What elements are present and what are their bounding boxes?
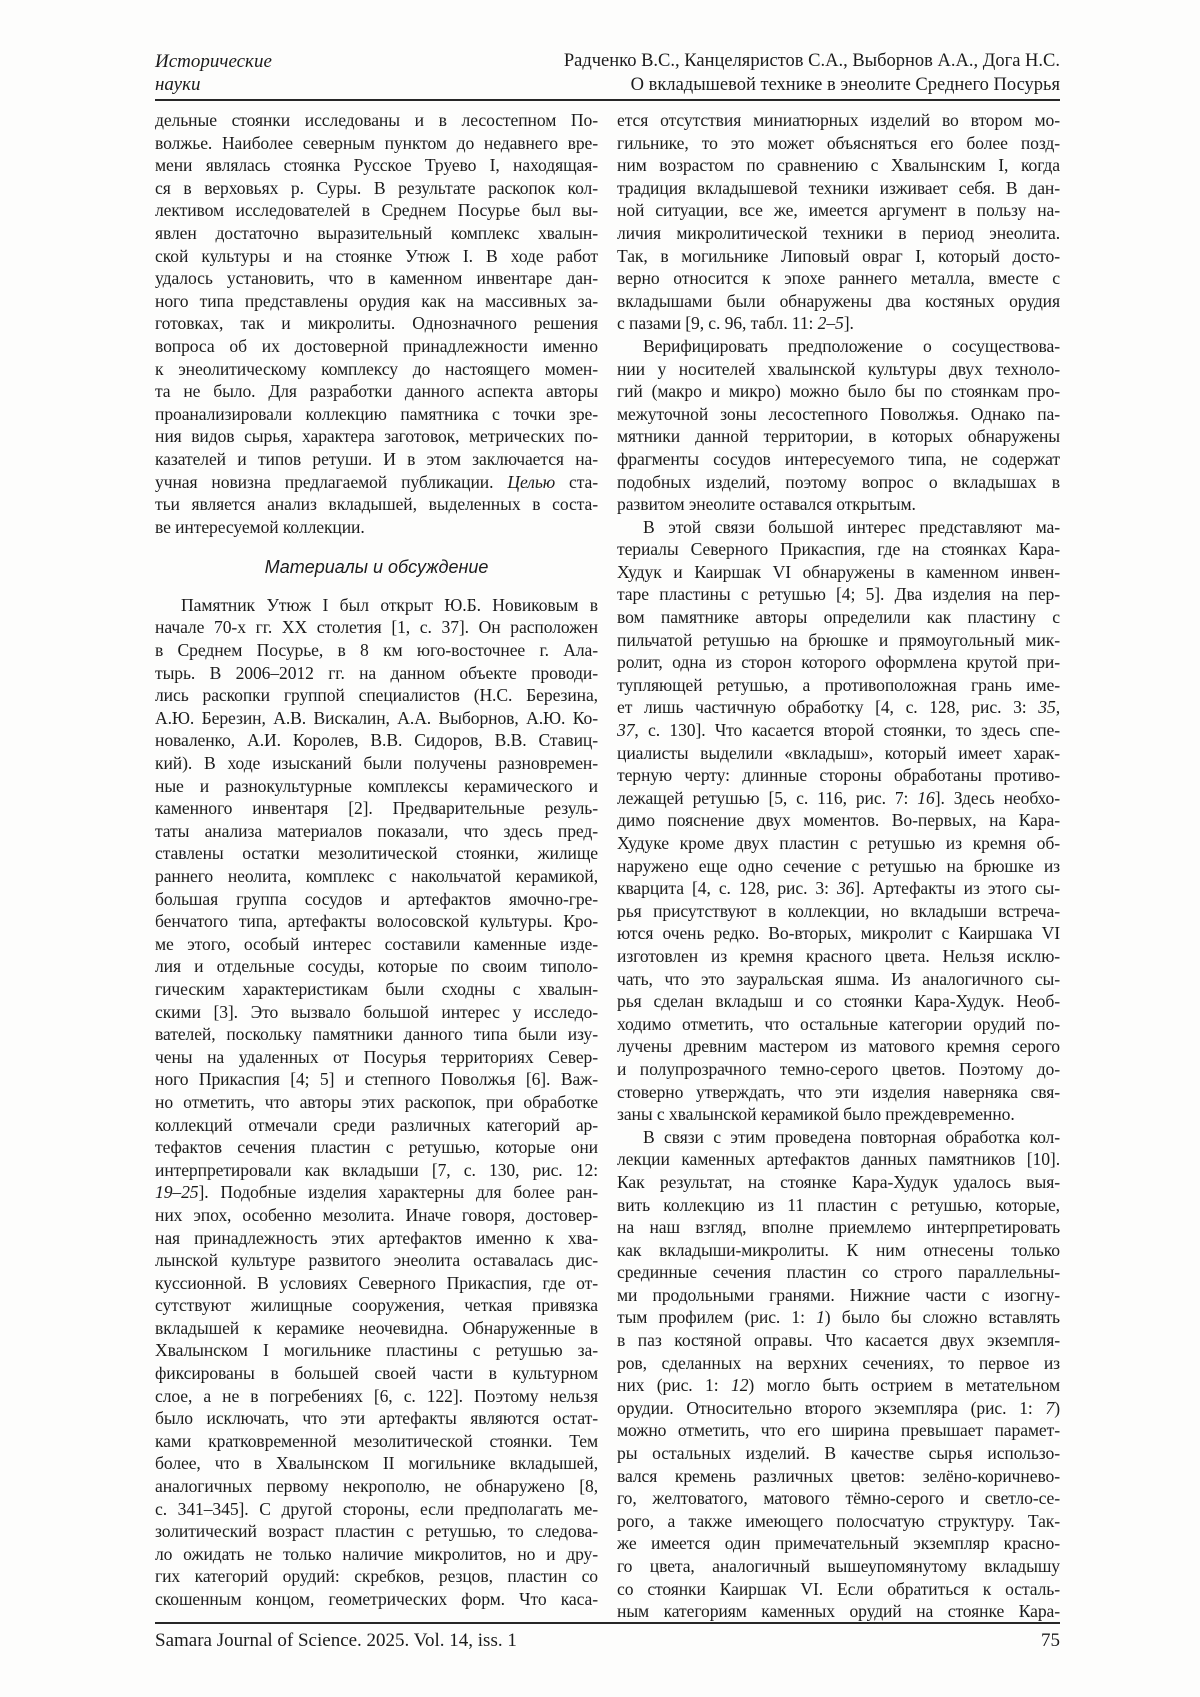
header-rule	[155, 99, 1060, 101]
text-line: с. 341–345]. С другой стороны, если предполагать ме-	[155, 1498, 598, 1519]
text-line: ры остальных изделий. В качестве сырья использо-	[617, 1443, 1060, 1464]
text-line: лучены древним мастером из матового кремня серого	[617, 1036, 1060, 1057]
text-line: димо пояснение двух моментов. Во-первых, на Кара-	[617, 810, 1060, 831]
text-line: Худуке кроме двух пластин с ретушью из кремня об-	[617, 833, 1060, 853]
text-line: нии у носителей хвалынской культуры двух техноло-	[617, 358, 1060, 379]
text-line: ются очень редко. Во-вторых, микролит с Каиршака VI	[617, 923, 1060, 944]
text-line: вался кремень различных цветов: зелёно-коричнево-	[617, 1465, 1060, 1486]
text-line: таты анализа материалов показали, что здесь пред-	[155, 820, 598, 841]
right-column	[617, 109, 1060, 1623]
text-line: вкладышами были обнаружены два костяных орудия	[617, 290, 1060, 311]
text-line: лись раскопки группой специалистов (Н.С. Березина,	[155, 685, 598, 706]
text-line: них эпох, особенно мезолита. Иначе говоря, достовер-	[155, 1204, 598, 1225]
text-line: пильчатой ретушью на брюшке и прямоугольный мик-	[617, 629, 1060, 650]
text-line: волжье. Наиболее северным пунктом до недавнего вре-	[155, 132, 598, 153]
text-line: них (рис. 1: 12) могло быть острием в метательном	[617, 1375, 1060, 1396]
text-line: мятники данной территории, в которых обнаружены	[617, 426, 1060, 447]
text-line: В этой связи большой интерес представляют ма-	[643, 516, 1060, 537]
text-line: учная новизна предлагаемой публикации. Целью ста-	[155, 471, 598, 492]
text-line: тырь. В 2006–2012 гг. на данном объекте проводи-	[155, 662, 598, 683]
text-line: заны с хвалынской керамикой было преждевременно.	[617, 1104, 1015, 1125]
text-line: ного типа представлены орудия как на массивных за-	[155, 290, 598, 311]
text-line: же имеется один примечательный экземпляр красно-	[617, 1533, 1060, 1554]
text-line: кий). В ходе изысканий были получены разновремен-	[155, 753, 598, 774]
text-line: к энеолитическому комплексу до настоящего момен-	[155, 358, 598, 379]
text-line: тефактов сечения пластин с ретушью, которые они	[155, 1137, 598, 1158]
text-line: лективом исследователей в Среднем Посурье был вы-	[155, 200, 598, 221]
text-line: более, что в Хвалынском II могильнике вкладышей,	[155, 1453, 598, 1474]
text-line: новаленко, А.И. Королев, В.В. Сидоров, В.В. Ставиц-	[155, 730, 598, 751]
text-line: казателей и типов ретуши. И в этом заключается на-	[155, 448, 598, 469]
text-line: гильнике, то это может объясняться его более позд-	[617, 132, 1060, 153]
text-line: го, желтоватого, матового тёмно-серого и светло-се-	[617, 1488, 1060, 1509]
text-line: вкладышей к керамике неочевидна. Обнаруженные в	[155, 1317, 598, 1338]
text-line: мени являлась стоянка Русское Труево I, находящая-	[155, 155, 598, 176]
text-line: и полупрозрачного темно-серого цветов. Поэтому до-	[617, 1058, 1060, 1079]
text-line: раннего неолита, комплекс с накольчатой керамикой,	[155, 866, 598, 886]
text-line: тым профилем (рис. 1: 1) было бы сложно вставлять	[617, 1307, 1060, 1328]
text-line: ролит, одна из сторон которого оформлена крутой при-	[617, 652, 1060, 673]
page-footer	[155, 1629, 1060, 1652]
text-line: как вкладыши-микролиты. К ним отнесены только	[617, 1239, 1060, 1260]
page-number: 75	[1041, 1630, 1060, 1651]
text-line: гическим характеристикам были сходны с хвалын-	[155, 978, 598, 999]
text-line: ся в верховьях р. Суры. В результате раскопок кол-	[155, 177, 598, 198]
left-column	[155, 109, 598, 1623]
text-line: куссионной. В условиях Северного Прикаспия, где от-	[155, 1272, 598, 1293]
footer-rule	[155, 1622, 1060, 1624]
text-line: ется отсутствия миниатюрных изделий во втором мо-	[617, 110, 1060, 130]
text-line: фрагменты сосудов интересуемого типа, не содержат	[617, 448, 1060, 469]
text-line: чать, что это зауральская яшма. Из аналогичного сы-	[617, 968, 1060, 989]
text-line: ме этого, особый интерес составили каменные изде-	[155, 933, 598, 954]
text-line: ми продольными гранями. Нижние части с изогну-	[617, 1284, 1060, 1305]
text-line: ная принадлежность этих артефактов именно к хва-	[155, 1227, 598, 1248]
text-line: орудии. Относительно второго экземпляра (рис. 1: 7)	[617, 1397, 1060, 1418]
text-line: интерпретировали как вкладыши [7, с. 130, рис. 12:	[155, 1159, 598, 1180]
text-line: каменного инвентаря [2]. Предварительные резуль-	[155, 798, 598, 819]
text-line: ходимо отметить, что остальные категории орудий по-	[617, 1013, 1060, 1034]
text-line: срединные сечения пластин со строго параллельны-	[617, 1262, 1060, 1283]
text-line: рого, а также имеющего полосчатую структуру. Так-	[617, 1510, 1060, 1531]
text-line: удалось установить, что в каменном инвентаре дан-	[155, 268, 598, 289]
text-line: готовках, так и микролиты. Однозначного решения	[155, 313, 598, 334]
text-line: лежащей ретушью [5, с. 116, рис. 7: 16]. Здесь необхо-	[617, 787, 1060, 808]
text-line: в Среднем Посурье, в 8 км юго-восточнее г. Ала-	[155, 640, 598, 661]
text-line: 37, с. 130]. Что касается второй стоянки, то здесь спе-	[617, 720, 1060, 741]
text-line: ками кратковременной мезолитической стоянки. Тем	[155, 1430, 598, 1451]
text-line: ного Прикаспия [4; 5] и степного Поволжья [6]. Важ-	[155, 1069, 598, 1090]
text-line: развитом энеолите оставался открытым.	[617, 494, 916, 515]
text-line: ской культуры и на стоянке Утюж I. В ходе работ	[155, 245, 598, 266]
text-line: ве интересуемой коллекции.	[155, 516, 365, 537]
text-line: было исключать, что эти артефакты являются остат-	[155, 1408, 598, 1429]
text-line: традиция вкладышевой техники изживает себя. В дан-	[617, 177, 1060, 198]
text-line: лия и отдельные сосуды, которые по своим типоло-	[155, 956, 598, 977]
text-line: наружено еще одно сечение с ретушью на брюшке из	[617, 855, 1060, 876]
text-line: 19–25]. Подобные изделия характерны для более ран-	[155, 1182, 598, 1203]
authors-line: Радченко В.С., Канцеляристов С.А., Выборнов А.А., Дога Н.С.	[563, 51, 1060, 71]
text-line: таре пластины с ретушью [4; 5]. Два изделия на пер-	[617, 584, 1060, 605]
section-heading: Материалы и обсуждение	[264, 557, 489, 578]
text-line: коллекций отмечали среди различных категорий ар-	[155, 1114, 598, 1135]
text-line: большая группа сосудов и артефактов ямочно-гре-	[155, 888, 598, 909]
text-line: рья сделан вкладыш и со стоянки Кара-Худук. Необ-	[617, 991, 1060, 1012]
text-line: тьи является анализ вкладышей, выделенных в соста-	[155, 494, 598, 515]
text-line: ним возрастом по сравнению с Хвалынским I, когда	[617, 155, 1060, 176]
text-line: проанализировали коллекцию памятника с точки зре-	[155, 403, 598, 424]
text-line: ным категориям каменных орудий на стоянке Кара-	[617, 1601, 1060, 1622]
text-line: гих категорий орудий: скребков, резцов, пластин со	[155, 1566, 598, 1587]
article-body	[155, 109, 1060, 1623]
text-line: на наш взгляд, вполне приемлемо интерпретировать	[617, 1217, 1060, 1238]
text-line: скошенным концом, геометрических форм. Что каса-	[155, 1589, 598, 1609]
text-line: стоверно утверждать, что эти изделия наверняка свя-	[617, 1081, 1060, 1102]
text-line: вить коллекцию из 11 пластин с ретушью, которые,	[617, 1194, 1060, 1215]
text-line: фиксированы в большей своей части в культурном	[155, 1363, 598, 1384]
text-line: скими [3]. Это вызвало большой интерес у исследо-	[155, 1001, 598, 1022]
text-line: та не было. Для разработки данного аспекта авторы	[155, 381, 598, 402]
text-line: в паз костяной оправы. Что касается двух экземпля-	[617, 1330, 1060, 1351]
text-line: ров, сделанных на верхних сечениях, то первое из	[617, 1352, 1060, 1373]
text-line: слое, а не в погребениях [6, с. 122]. Поэтому нельзя	[155, 1385, 598, 1406]
text-line: ной ситуации, все же, имеется аргумент в пользу на-	[617, 200, 1060, 221]
running-head	[564, 50, 1060, 97]
text-line: лекции каменных артефактов данных памятников [10].	[617, 1149, 1060, 1170]
section-label-line1: Исторические	[155, 51, 272, 72]
text-line: А.Ю. Березин, А.В. Вискалин, А.А. Выборнов, А.Ю. Ко-	[155, 707, 598, 728]
text-line: но отметить, что авторы этих раскопок, при обработке	[155, 1091, 598, 1112]
text-line: Как результат, на стоянке Кара-Худук удалось выя-	[617, 1171, 1060, 1192]
text-line: сутствуют жилищные сооружения, четкая привязка	[155, 1295, 598, 1316]
text-line: терную черту: длинные стороны обработаны противо-	[617, 765, 1060, 786]
text-line: тупляющей ретушью, а противоположная грань име-	[617, 674, 1060, 695]
text-line: со стоянки Каиршак VI. Если обратиться к осталь-	[617, 1578, 1060, 1599]
text-line: циалисты выделили «вкладыш», который имеет харак-	[617, 742, 1060, 763]
text-line: ет лишь частичную обработку [4, с. 128, рис. 3: 35,	[617, 697, 1060, 718]
text-line: аналогичных первому некрополю, не обнаружено [8,	[155, 1476, 598, 1497]
text-line: Памятник Утюж I был открыт Ю.Б. Новиковым в	[181, 594, 598, 615]
text-line: вателей, поскольку памятники данного типа были изу-	[155, 1024, 598, 1045]
text-line: вом памятнике авторы определили как пластину с	[617, 607, 1060, 628]
text-line: кварцита [4, с. 128, рис. 3: 36]. Артефакты из этого сы-	[617, 878, 1060, 899]
page-header	[155, 50, 1060, 97]
running-title: О вкладышевой технике в энеолите Среднего Посурья	[630, 74, 1060, 95]
text-line: Хвалынском I могильнике пластины с ретушью за-	[155, 1340, 598, 1361]
text-line: изготовлен из кремня красного цвета. Нельзя исклю-	[617, 945, 1060, 966]
text-line: рья присутствуют в коллекции, но вкладыши встреча-	[617, 900, 1060, 921]
text-line: Верифицировать предположение о сосуществова-	[643, 335, 1060, 356]
text-line: лынской культуре развитого энеолита оставалась дис-	[155, 1250, 598, 1271]
text-line: ные и разнокультурные комплексы керамического и	[155, 775, 598, 796]
text-line: подобных изделий, поэтому вопрос о вкладышах в	[617, 471, 1060, 492]
text-line: бенчатого типа, артефакты волосовской культуры. Кро-	[155, 911, 598, 932]
text-line: ло ожидать не только наличие микролитов, но и дру-	[155, 1543, 598, 1564]
text-line: Худук и Каиршак VI обнаружены в каменном инвен-	[617, 561, 1060, 582]
section-label-line2: науки	[155, 74, 201, 95]
section-label	[155, 50, 272, 96]
text-line: дельные стоянки исследованы и в лесостепном По-	[155, 110, 598, 130]
text-line: ставлены остатки мезолитической стоянки, жилище	[155, 843, 598, 864]
text-line: чены на удаленных от Посурья территориях Север-	[155, 1046, 598, 1067]
text-line: го цвета, аналогичный вышеупомянутому вкладышу	[617, 1556, 1060, 1576]
text-line: с пазами [9, с. 96, табл. 11: 2–5].	[617, 313, 854, 334]
journal-citation: Samara Journal of Science. 2025. Vol. 14, iss. 1	[155, 1630, 517, 1651]
text-line: териалы Северного Прикаспия, где на стоянках Кара-	[617, 539, 1060, 560]
text-line: можно отметить, что его ширина превышает парамет-	[617, 1420, 1060, 1441]
text-line: В связи с этим проведена повторная обработка кол-	[643, 1126, 1060, 1147]
text-line: явлен достаточно выразительный комплекс хвалын-	[155, 222, 598, 243]
text-line: золитический возраст пластин с ретушью, то следова-	[155, 1521, 598, 1542]
text-line: начале 70-х гг. XX столетия [1, с. 37]. Он расположен	[155, 617, 598, 638]
text-line: ния видов сырья, характера заготовок, метрических по-	[155, 426, 598, 447]
text-line: Так, в могильнике Липовый овраг I, который досто-	[617, 245, 1060, 266]
text-line: личия микролитической техники в период энеолита.	[617, 222, 1060, 243]
text-line: межуточной зоны лесостепного Поволжья. Однако па-	[617, 403, 1060, 424]
text-line: гий (макро и микро) можно было бы по стоянкам про-	[617, 381, 1060, 402]
text-line: верно относится к эпохе раннего металла, вместе с	[617, 268, 1060, 289]
text-line: вопроса об их достоверной принадлежности именно	[155, 335, 598, 356]
